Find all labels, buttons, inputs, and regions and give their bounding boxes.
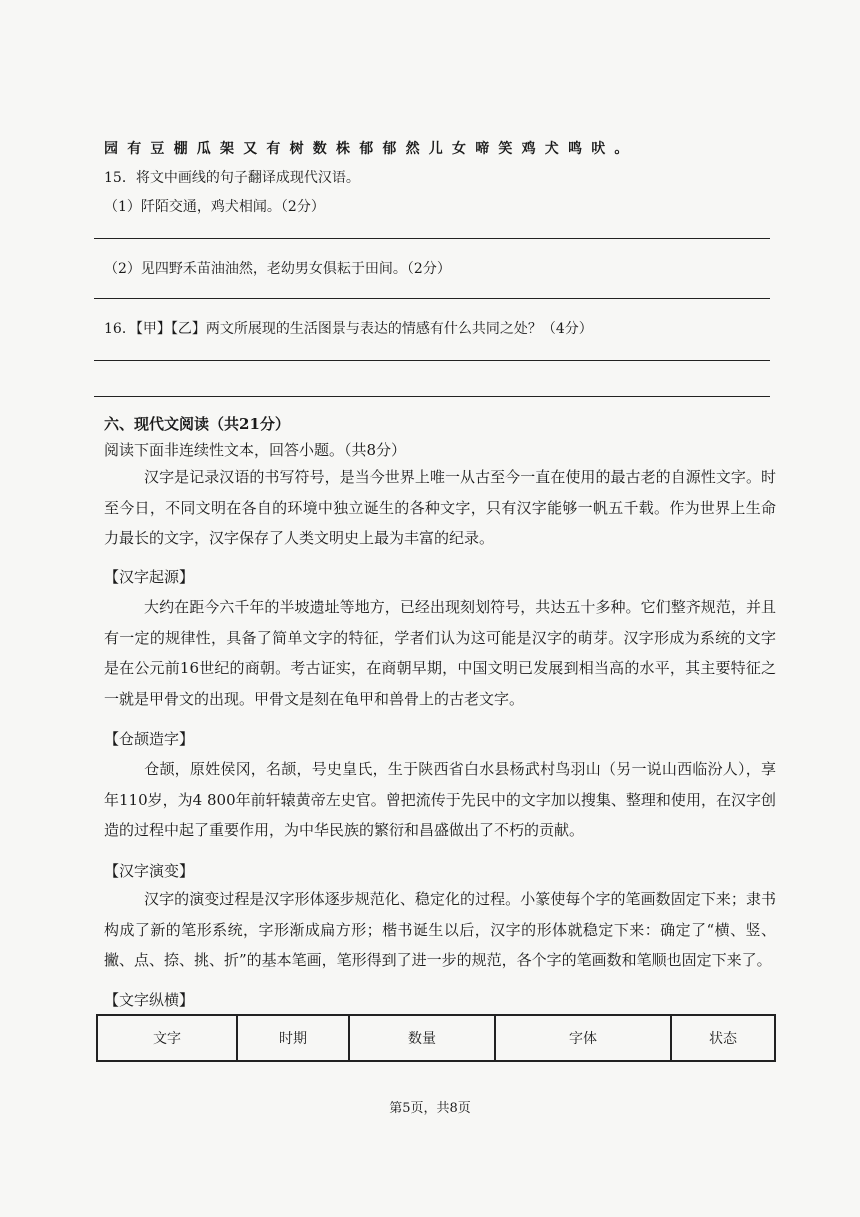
answer-line[interactable] xyxy=(94,298,770,299)
question-15-sub1: （1）阡陌交通，鸡犬相闻。（2分） xyxy=(104,199,325,215)
subheading-evolution: 【汉字演变】 xyxy=(104,862,195,880)
passage-paragraph-3 xyxy=(104,754,776,846)
passage-paragraph-4 xyxy=(104,884,776,976)
info-table xyxy=(96,1014,776,1062)
question-16-title: 16．【甲】【乙】两文所展现的生活图景与表达的情感有什么共同之处？（4分） xyxy=(104,321,593,337)
question-15-title: 15．将文中画线的句子翻译成现代汉语。 xyxy=(104,170,360,186)
paragraph-text: 汉字的演变过程是汉字形体逐步规范化、稳定化的过程。小篆使每个字的笔画数固定下来；隶书构成了新的笔形系统，字形渐成扁方形；楷书诞生以后，汉字的形体就稳定下来：确定了“横、竖、撇、点、捺、挑、折”的基本笔画，笔形得到了进一步的规范，各个字的笔画数和笔顺也固定下来了。 xyxy=(104,890,776,969)
subheading-origin: 【汉字起源】 xyxy=(104,568,195,586)
poem-line: 园有豆棚瓜架又有树数株郁郁然儿女啼笑鸡犬鸣吠。 xyxy=(104,141,638,157)
section-intro: 阅读下面非连续性文本，回答小题。（共8分） xyxy=(104,441,407,459)
subheading-table: 【文字纵横】 xyxy=(104,991,195,1009)
table-header-row xyxy=(97,1015,775,1061)
table-header-cell: 文字 xyxy=(97,1015,237,1061)
section-heading: 六、现代文阅读（共21分） xyxy=(104,415,290,433)
answer-line[interactable] xyxy=(94,396,770,397)
answer-line[interactable] xyxy=(94,360,770,361)
passage-paragraph-1 xyxy=(104,462,776,554)
page-footer: 第5页，共8页 xyxy=(389,1101,471,1116)
table-header-cell: 状态 xyxy=(671,1015,775,1061)
passage-paragraph-2 xyxy=(104,592,776,714)
table-header-cell: 数量 xyxy=(349,1015,495,1061)
question-15-sub2: （2）见四野禾苗油油然，老幼男女俱耘于田间。（2分） xyxy=(104,261,451,277)
answer-line[interactable] xyxy=(94,238,770,239)
subheading-cangjie: 【仓颉造字】 xyxy=(104,730,195,748)
paragraph-text: 大约在距今六千年的半坡遗址等地方，已经出现刻划符号，共达五十多种。它们整齐规范，并且有一定的规律性，具备了简单文字的特征，学者们认为这可能是汉字的萌芽。汉字形成为系统的文字是在公元前16世纪的商朝。考古证实，在商朝早期，中国文明已发展到相当高的水平，其主要特征之一就是甲骨文的出现。甲骨文是刻在龟甲和兽骨上的古老文字。 xyxy=(104,598,776,708)
table-header-cell: 时期 xyxy=(237,1015,349,1061)
paragraph-text: 仓颉，原姓侯冈，名颉，号史皇氏，生于陕西省白水县杨武村鸟羽山（另一说山西临汾人），享年110岁，为4 800年前轩辕黄帝左史官。曾把流传于先民中的文字加以搜集、整理和使用，在汉字创造的过程中起了重要作用，为中华民族的繁衍和昌盛做出了不朽的贡献。 xyxy=(104,760,776,839)
paragraph-text: 汉字是记录汉语的书写符号，是当今世界上唯一从古至今一直在使用的最古老的自源性文字。时至今日，不同文明在各自的环境中独立诞生的各种文字，只有汉字能够一帆五千载。作为世界上生命力最长的文字，汉字保存了人类文明史上最为丰富的纪录。 xyxy=(104,468,776,547)
table-header-cell: 字体 xyxy=(495,1015,671,1061)
